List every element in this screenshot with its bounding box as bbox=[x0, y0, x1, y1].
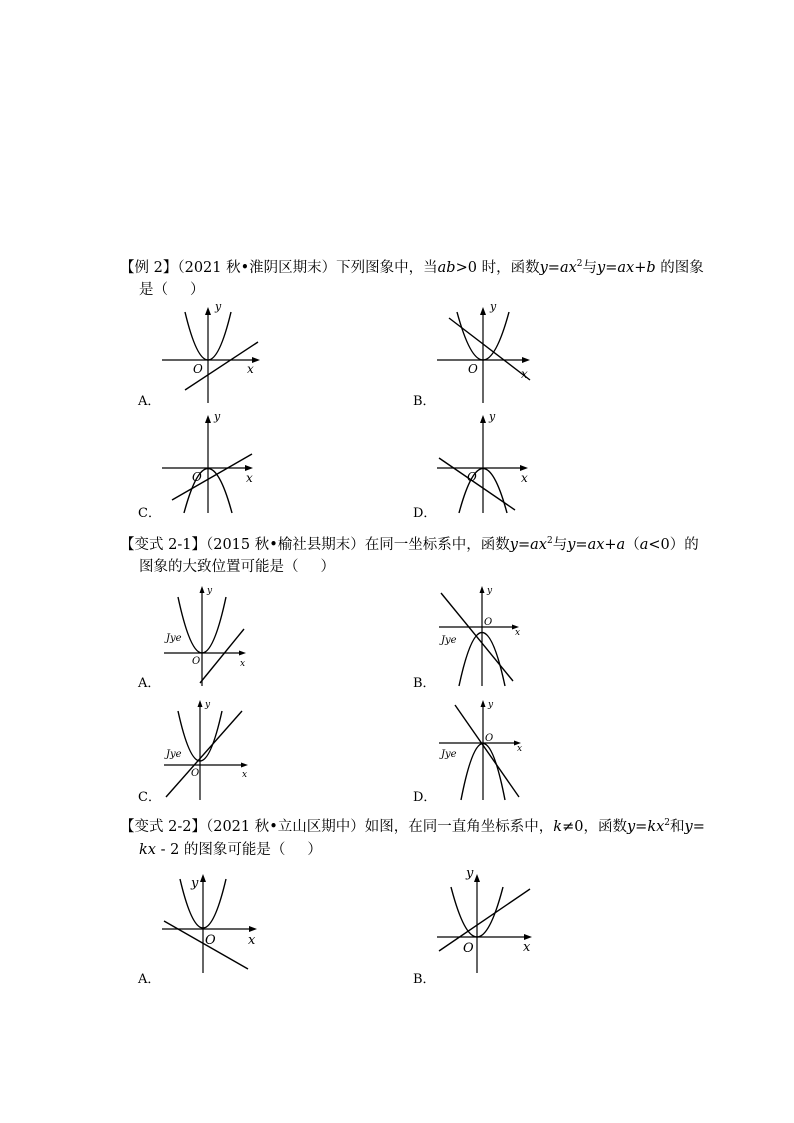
q2-y2: y bbox=[567, 537, 576, 553]
y-label: y bbox=[191, 876, 199, 891]
q1-option-d[interactable]: D． bbox=[413, 506, 437, 521]
q2-plus: + bbox=[604, 537, 617, 553]
q3-option-b[interactable]: B． bbox=[413, 972, 436, 987]
y-label: y bbox=[490, 300, 497, 313]
q3-y2: y bbox=[684, 819, 693, 835]
x-label: x bbox=[523, 940, 531, 955]
q3-sup2: 2 bbox=[664, 818, 671, 828]
x-label: x bbox=[521, 367, 528, 381]
q3-text-a: 如图，在同一直角坐标系中， bbox=[364, 819, 554, 835]
q3-source: （2021 秋•立山区期中） bbox=[205, 819, 365, 835]
x-arrow-icon bbox=[241, 763, 248, 768]
y-label: y bbox=[205, 700, 211, 710]
q2-tail: 的 bbox=[684, 537, 699, 553]
x-label: x bbox=[248, 933, 256, 948]
x-label: x bbox=[247, 362, 254, 376]
y-label: y bbox=[489, 410, 496, 423]
y-label: y bbox=[488, 700, 494, 710]
watermark: Jye bbox=[441, 635, 457, 646]
y-arrow-icon bbox=[481, 700, 486, 707]
q2-yu: 与 bbox=[552, 537, 568, 553]
x-label: x bbox=[242, 770, 248, 780]
q1-option-a[interactable]: A． bbox=[138, 394, 161, 409]
q3-neq: ≠0，函数 bbox=[562, 819, 627, 835]
q3-kx2: kx bbox=[139, 842, 156, 858]
q1-text-a: 下列图象中，当 bbox=[336, 260, 438, 276]
q1-source: （2021 秋•淮阴区期末） bbox=[177, 260, 337, 276]
x-label: x bbox=[515, 628, 521, 638]
y-arrow-icon bbox=[480, 415, 486, 423]
line-graph bbox=[200, 629, 244, 683]
q2-lt: <0） bbox=[648, 537, 685, 553]
q2-option-d[interactable]: D． bbox=[413, 790, 437, 805]
q2-option-a[interactable]: A． bbox=[138, 676, 161, 691]
origin-label: O bbox=[485, 733, 494, 744]
q3-line-2 bbox=[139, 841, 322, 859]
q1-plus: + bbox=[634, 260, 647, 276]
q3-bracket-close: 】 bbox=[191, 819, 206, 835]
q1-y1: y bbox=[539, 260, 548, 276]
origin-label: O bbox=[463, 941, 474, 956]
y-arrow-icon bbox=[480, 586, 485, 593]
q2-line2: 图象的大致位置可能是（ bbox=[139, 559, 299, 575]
origin-label: O bbox=[191, 768, 200, 779]
y-arrow-icon bbox=[200, 586, 205, 593]
q1-ax: ax bbox=[559, 260, 577, 276]
q3-he: 和 bbox=[670, 819, 685, 835]
q2-option-b[interactable]: B． bbox=[413, 676, 436, 691]
origin-label: O bbox=[192, 656, 201, 667]
q1-ab: ab bbox=[437, 260, 456, 276]
y-arrow-icon bbox=[200, 874, 206, 882]
origin-label: O bbox=[205, 933, 216, 948]
origin-label: O bbox=[192, 470, 202, 484]
q2-option-c[interactable]: C． bbox=[138, 790, 161, 805]
q3-label: 变式 2-2 bbox=[134, 819, 192, 835]
line-graph bbox=[439, 458, 515, 510]
q2-graph-d bbox=[435, 697, 535, 802]
q3-minus: - 2 的图象可能是（ bbox=[155, 842, 286, 858]
line-graph bbox=[439, 889, 530, 951]
q2-ax: ax bbox=[530, 537, 547, 553]
x-label: x bbox=[246, 471, 253, 485]
q2-bracket-open: 【 bbox=[120, 537, 135, 553]
q1-line-2 bbox=[139, 281, 205, 299]
q2-a2: a bbox=[639, 537, 649, 553]
line-graph bbox=[172, 454, 252, 500]
q2-label: 变式 2-1 bbox=[134, 537, 192, 553]
origin-label: O bbox=[467, 470, 477, 484]
y-arrow-icon bbox=[198, 700, 203, 707]
q1-label: 例 2 bbox=[134, 260, 163, 276]
y-label: y bbox=[207, 586, 213, 596]
y-arrow-icon bbox=[205, 415, 211, 423]
q2-graph-c bbox=[160, 697, 260, 802]
q1-yu: 与 bbox=[582, 260, 597, 276]
x-label: x bbox=[517, 744, 523, 754]
q1-option-c[interactable]: C． bbox=[138, 506, 161, 521]
x-arrow-icon bbox=[249, 926, 257, 932]
q1-text-b: >0 时，函数 bbox=[455, 260, 540, 276]
x-label: x bbox=[240, 659, 246, 669]
q3-line-1 bbox=[120, 814, 705, 836]
q1-bracket-close: 】 bbox=[162, 260, 178, 276]
q3-eq1: = bbox=[635, 819, 648, 835]
q1-graph-c bbox=[160, 410, 270, 515]
q1-option-b[interactable]: B． bbox=[413, 394, 436, 409]
q1-eq2: = bbox=[605, 260, 618, 276]
origin-label: O bbox=[468, 362, 478, 376]
q3-graph-a bbox=[160, 865, 270, 975]
watermark: Jye bbox=[441, 749, 457, 760]
origin-label: O bbox=[193, 362, 203, 376]
q1-graph-b bbox=[435, 300, 545, 405]
q2-graph-a bbox=[160, 583, 260, 688]
q1-line-1 bbox=[120, 255, 704, 277]
q2-sup2: 2 bbox=[546, 536, 553, 546]
watermark: Jye bbox=[166, 633, 182, 644]
q2-line2-end: ） bbox=[320, 559, 335, 575]
q3-eq2: = bbox=[692, 819, 705, 835]
y-label: y bbox=[466, 866, 474, 881]
x-arrow-icon bbox=[239, 651, 246, 656]
q2-line-1 bbox=[120, 532, 699, 554]
q1-bracket-open: 【 bbox=[120, 260, 135, 276]
q1-eq1: = bbox=[547, 260, 560, 276]
y-label: y bbox=[214, 410, 221, 423]
q1-sup2: 2 bbox=[576, 259, 583, 269]
y-label: y bbox=[215, 300, 222, 313]
q2-line-2 bbox=[139, 558, 335, 576]
q3-graph-b bbox=[435, 865, 545, 975]
q2-a: a bbox=[616, 537, 626, 553]
q2-graph-b bbox=[435, 583, 535, 688]
x-arrow-icon bbox=[522, 357, 530, 363]
q2-bracket-close: 】 bbox=[191, 537, 206, 553]
q1-tail: 的图象 bbox=[655, 260, 704, 276]
q3-bracket-open: 【 bbox=[120, 819, 135, 835]
y-label: y bbox=[487, 586, 493, 596]
q1-line2-end: ） bbox=[190, 282, 205, 298]
q3-line2-end: ） bbox=[307, 842, 322, 858]
q2-text-a: 在同一坐标系中，函数 bbox=[364, 537, 510, 553]
origin-label: O bbox=[484, 617, 493, 628]
q2-eq1: = bbox=[517, 537, 531, 553]
q3-y1: y bbox=[626, 819, 636, 835]
q1-ax2: ax bbox=[617, 260, 635, 276]
q1-b: b bbox=[646, 260, 656, 276]
y-arrow-icon bbox=[480, 307, 486, 315]
q2-eq2: = bbox=[575, 537, 588, 553]
q1-line2: 是（ bbox=[139, 282, 168, 298]
q1-graph-d bbox=[435, 410, 545, 515]
q3-option-a[interactable]: A． bbox=[138, 972, 161, 987]
q1-graph-a bbox=[160, 300, 270, 405]
q1-y2: y bbox=[597, 260, 606, 276]
q2-source: （2015 秋•榆社县期末） bbox=[205, 537, 365, 553]
x-label: x bbox=[521, 471, 528, 485]
watermark: Jye bbox=[166, 749, 182, 760]
q3-k: k bbox=[553, 819, 563, 835]
q3-kx: kx bbox=[647, 819, 665, 835]
q2-y1: y bbox=[509, 537, 518, 553]
y-arrow-icon bbox=[205, 307, 211, 315]
y-arrow-icon bbox=[474, 874, 480, 882]
line-graph bbox=[449, 318, 530, 380]
q2-ax2: ax bbox=[587, 537, 605, 553]
q2-paren-open: （ bbox=[625, 537, 640, 553]
